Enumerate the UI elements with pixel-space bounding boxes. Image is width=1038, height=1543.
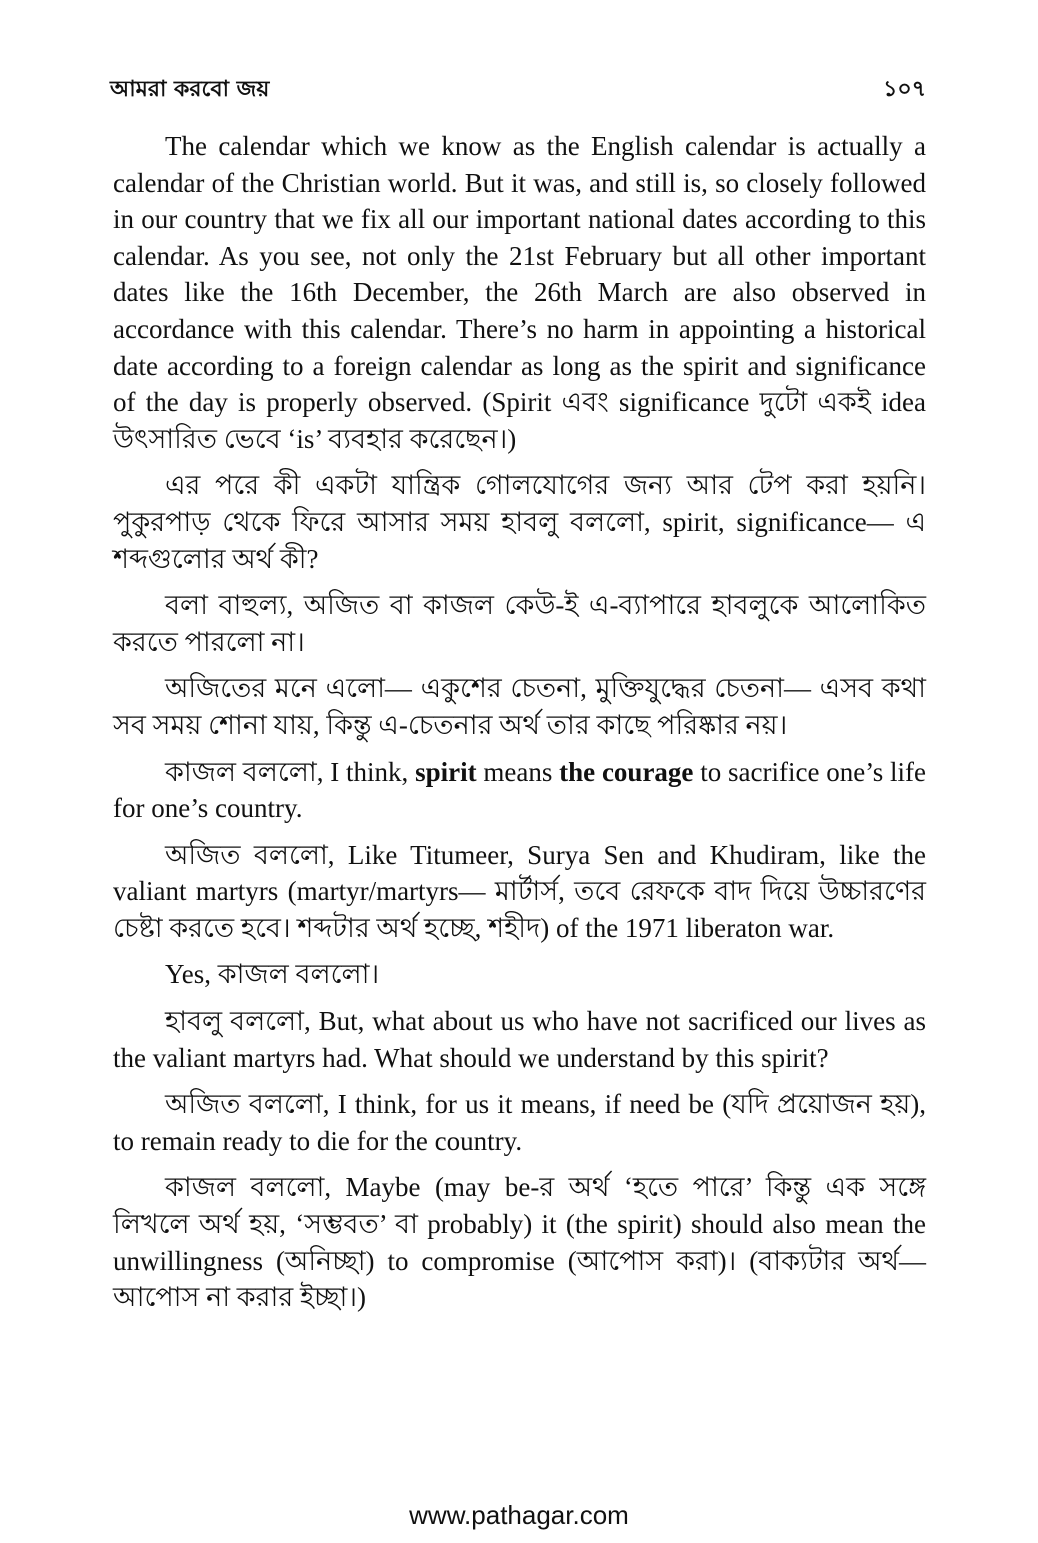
paragraph-kajal-spirit (113, 754, 926, 827)
paragraph-ajit-martyrs: অজিত বললো, Like Titumeer, Surya Sen and Khudiram, like the valiant martyrs (martyr/martyrs— মার্টার্স, তবে রেফকে বাদ দিয়ে উচ্চারণের চেষ্টা করতে হবে। শব্দটার অর্থ হচ্ছে, শহীদ) of the 1971 liberaton war. (113, 839, 926, 943)
paragraph-ajit-answer: অজিত বললো, I think, for us it means, if need be (যদি প্রয়োজন হয়), to remain ready to die for the country. (113, 1089, 926, 1156)
paragraph-kajal-maybe: কাজল বললো, Maybe (may be-র অর্থ ‘হতে পারে’ কিন্তু এক সঙ্গে লিখলে অর্থ হয়, ‘সম্ভবত’ বা probably) it (the spirit) should also mean the unwillingness (অনিচ্ছা) to compromise (আপোস করা)। (বাক্যটার অর্থ— আপোস না করার ইচ্ছা।) (113, 1172, 926, 1313)
paragraph-ajit-thought: অজিতের মনে এলো— একুশের চেতনা, মুক্তিযুদ্ধের চেতনা— এসব কথা সব সময় শোনা যায়, কিন্তু এ-চেতনার অর্থ তার কাছে পরিষ্কার নয়। (113, 673, 926, 740)
page-body (113, 128, 926, 1326)
paragraph-tape: এর পরে কী একটা যান্ত্রিক গোলযোগের জন্য আর টেপ করা হয়নি। পুকুরপাড় থেকে ফিরে আসার সময় হাবলু বললো, spirit, significance— এ শব্দগুলোর অর্থ কী? (113, 470, 926, 574)
paragraph-habolu-question: হাবলু বললো, But, what about us who have not sacrificed our lives as the valiant martyrs had. What should we understand by this spirit? (113, 1006, 926, 1073)
text-span: to sacrifice one’s life for one’s country. (113, 756, 926, 824)
paragraph-calendar: The calendar which we know as the English calendar is actually a calendar of the Christian world. But it was, and still is, so closely followed in our country that we fix all our important national dates according to this calendar. As you see, not only the 21st February but all other important dates like the 16th December, the 26th March are also observed in accordance with this calendar. There’s no harm in appointing a historical date according to a foreign calendar as long as the spirit and significance of the day is properly observed. (Spirit এবং significance দুটো একই idea উৎসারিত ভেবে ‘is’ ব্যবহার করেছেন।) (113, 131, 926, 454)
running-header (110, 70, 926, 110)
page-number: ১০৭ (883, 76, 926, 102)
text-span: কাজল বললো, I think, (165, 756, 416, 787)
paragraph-habolu: বলা বাহুল্য, অজিত বা কাজল কেউ-ই এ-ব্যাপারে হাবলুকে আলোকিত করতে পারলো না। (113, 590, 926, 657)
bold-term-spirit: spirit (415, 756, 477, 787)
chapter-title: আমরা করবো জয় (110, 76, 270, 102)
bold-term-courage: the courage (559, 756, 694, 787)
text-span: means (476, 756, 560, 787)
footer-url: www.pathagar.com (409, 1500, 629, 1530)
paragraph-yes: Yes, কাজল বললো। (165, 959, 380, 990)
